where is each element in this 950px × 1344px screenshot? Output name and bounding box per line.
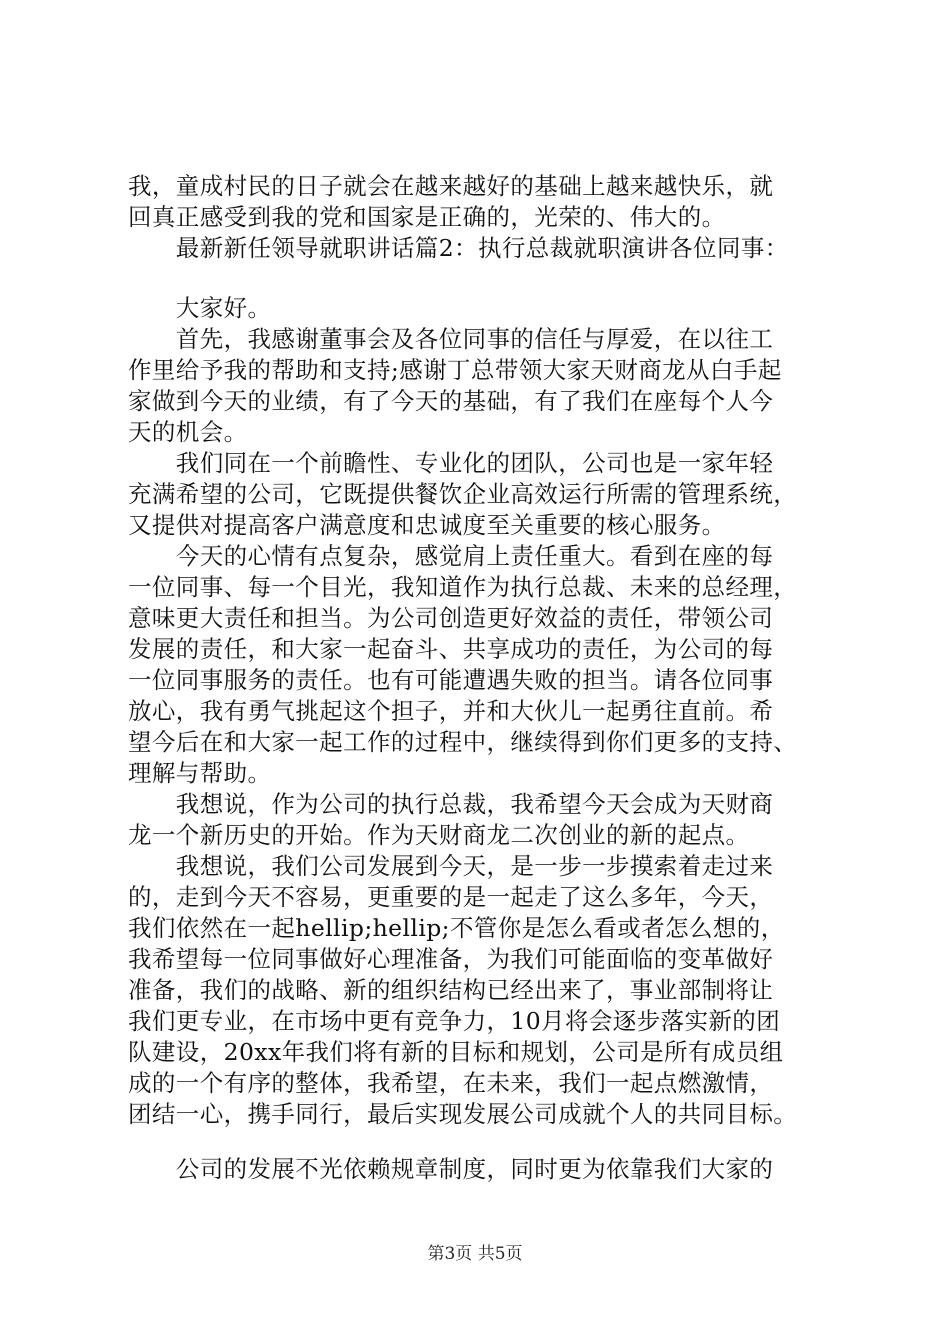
text-line: 首先，我感谢董事会及各位同事的信任与厚爱，在以往工 bbox=[128, 325, 774, 353]
text-line: 一位同事服务的责任。也有可能遭遇失败的担当。请各位同事 bbox=[128, 666, 774, 694]
text-line: 理解与帮助。 bbox=[128, 759, 272, 787]
text-line: 我希望每一位同事做好心理准备，为我们可能面临的变革做好 bbox=[128, 945, 774, 973]
text-line: 家做到今天的业绩，有了今天的基础，有了我们在座每个人今 bbox=[128, 387, 774, 415]
text-line: 的，走到今天不容易，更重要的是一起走了这么多年，今天， bbox=[128, 883, 774, 911]
greeting-line: 大家好。 bbox=[128, 294, 272, 322]
page-number: 第3页 共5页 bbox=[427, 1244, 523, 1264]
text-line: 我们更专业，在市场中更有竞争力，10月将会逐步落实新的团 bbox=[128, 1007, 781, 1035]
text-line: 龙一个新历史的开始。作为天财商龙二次创业的新的起点。 bbox=[128, 821, 750, 849]
text-line: 我想说，作为公司的执行总裁，我希望今天会成为天财商 bbox=[128, 790, 774, 818]
text-line: 我想说，我们公司发展到今天，是一步一步摸索着走过来 bbox=[128, 852, 774, 880]
text-line: 团结一心，携手同行，最后实现发展公司成就个人的共同目标。 bbox=[128, 1100, 798, 1128]
text-line: 我们依然在一起hellip;hellip;不管你是怎么看或者怎么想的， bbox=[128, 914, 785, 942]
text-line: 发展的责任，和大家一起奋斗、共享成功的责任，为公司的每 bbox=[128, 635, 774, 663]
text-line: 公司的发展不光依赖规章制度，同时更为依靠我们大家的 bbox=[128, 1155, 774, 1183]
text-line: 一位同事、每一个目光，我知道作为执行总裁、未来的总经理， bbox=[128, 573, 798, 601]
text-line: 我们同在一个前瞻性、专业化的团队，公司也是一家年轻 bbox=[128, 449, 774, 477]
text-line: 准备，我们的战略、新的组织结构已经出来了，事业部制将让 bbox=[128, 976, 774, 1004]
text-line: 又提供对提高客户满意度和忠诚度至关重要的核心服务。 bbox=[128, 511, 726, 539]
text-line: 今天的心情有点复杂，感觉肩上责任重大。看到在座的每 bbox=[128, 542, 774, 570]
text-line: 队建设，20xx年我们将有新的目标和规划，公司是所有成员组 bbox=[128, 1038, 784, 1066]
document-body bbox=[128, 171, 828, 1185]
text-line: 望今后在和大家一起工作的过程中，继续得到你们更多的支持、 bbox=[128, 728, 798, 756]
text-line: 作里给予我的帮助和支持;感谢丁总带领大家天财商龙从白手起 bbox=[128, 356, 782, 384]
text-line: 天的机会。 bbox=[128, 418, 248, 446]
section-heading-line: 最新新任领导就职讲话篇2：执行总裁就职演讲各位同事： bbox=[128, 234, 789, 262]
text-line: 成的一个有序的整体，我希望，在未来，我们一起点燃激情， bbox=[128, 1069, 774, 1097]
text-line: 我，童成村民的日子就会在越来越好的基础上越来越快乐，就 bbox=[128, 172, 774, 200]
text-line: 意味更大责任和担当。为公司创造更好效益的责任，带领公司 bbox=[128, 604, 774, 632]
text-line: 放心，我有勇气挑起这个担子，并和大伙儿一起勇往直前。希 bbox=[128, 697, 774, 725]
text-line: 回真正感受到我的党和国家是正确的，光荣的、伟大的。 bbox=[128, 203, 726, 231]
text-line: 充满希望的公司，它既提供餐饮企业高效运行所需的管理系统， bbox=[128, 480, 798, 508]
